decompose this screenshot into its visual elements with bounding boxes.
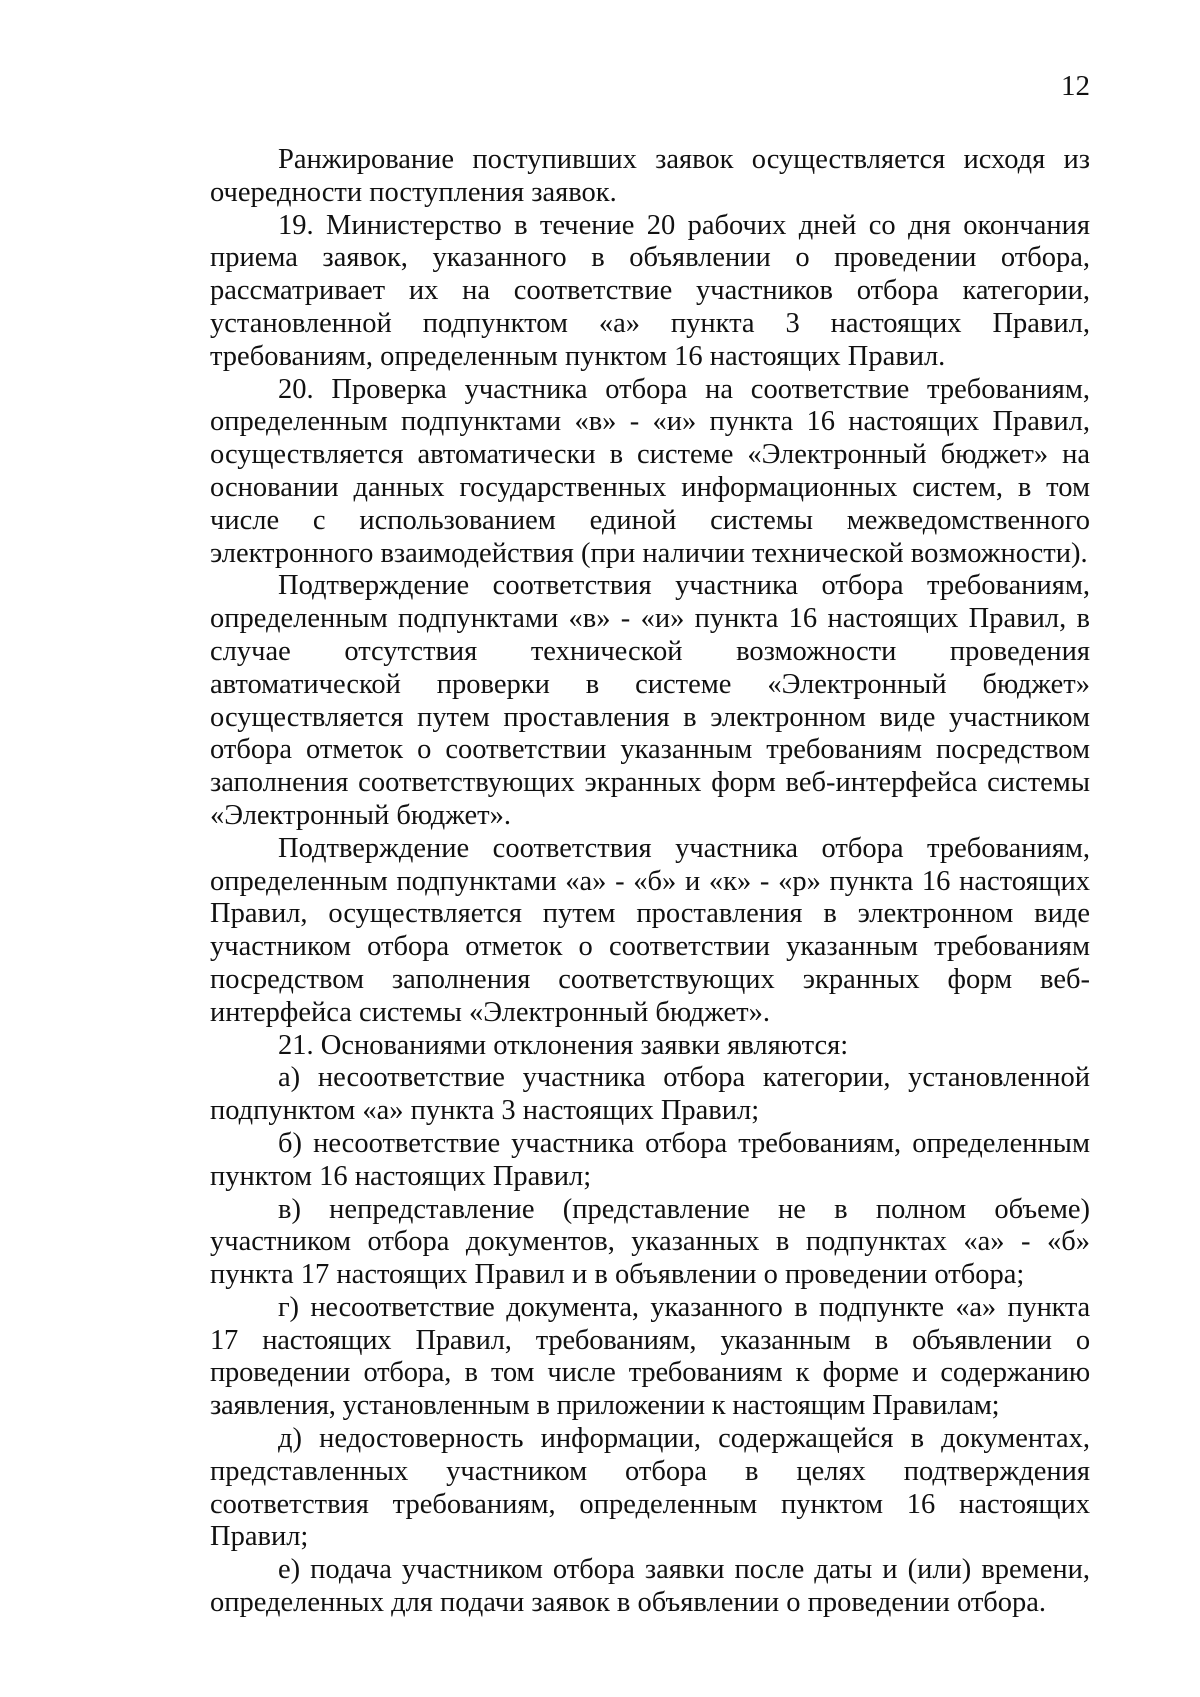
paragraph-ranking: Ранжирование поступивших заявок осуществляется исходя из очередности поступления заявок.	[210, 144, 1090, 208]
list-item-v: в) непредставление (представление не в полном объеме) участником отбора документов, указанных в подпунктах «а» - «б» пункта 17 настоящих Правил и в объявлении о проведении отбора;	[210, 1193, 1090, 1291]
list-item-a: а) несоответствие участника отбора категории, установленной подпунктом «а» пункта 3 настоящих Правил;	[210, 1062, 1090, 1127]
paragraph-confirmation-a-b-k-r: Подтверждение соответствия участника отбора требованиям, определенным подпунктами «а» - «б» и «к» - «р» пункта 16 настоящих Правил, осуществляется путем проставления в электронном виде участником отбора отметок о соответствии указанным требованиям посредством заполнения соответствующих экранных форм веб-интерфейса системы «Электронный бюджет».	[210, 832, 1090, 1028]
paragraph-20: 20. Проверка участника отбора на соответствие требованиям, определенным подпунктами «в» - «и» пункта 16 настоящих Правил, осуществляется автоматически в системе «Электронный бюджет» на основании данных государственных информационных систем, в том числе с использованием единой системы межведомственного электронного взаимодействия (при наличии технической возможности).	[210, 373, 1090, 569]
paragraph-confirmation-v-i: Подтверждение соответствия участника отбора требованиям, определенным подпунктами «в» - «и» пункта 16 настоящих Правил, в случае отсутствия технической возможности проведения автоматической проверки в системе «Электронный бюджет» осуществляется путем проставления в электронном виде участником отбора отметок о соответствии указанным требованиям посредством заполнения соответствующих экранных форм веб-интерфейса системы «Электронный бюджет».	[210, 570, 1090, 831]
list-item-d: д) недостоверность информации, содержащейся в документах, представленных участником отбора в целях подтверждения соответствия требованиям, определенным пунктом 16 настоящих Правил;	[210, 1423, 1090, 1553]
paragraph-19: 19. Министерство в течение 20 рабочих дней со дня окончания приема заявок, указанного в объявлении о проведении отбора, рассматривает их на соответствие участников отбора категории, установленной подпунктом «а» пункта 3 настоящих Правил, требованиям, определенным пунктом 16 настоящих Правил.	[210, 209, 1090, 372]
page-number: 12	[1061, 70, 1090, 102]
paragraph-21: 21. Основаниями отклонения заявки являются:	[278, 1029, 849, 1061]
document-body	[210, 144, 1090, 1620]
list-item-e: е) подача участником отбора заявки после даты и (или) времени, определенных для подачи заявок в объявлении о проведении отбора.	[210, 1554, 1090, 1619]
list-item-g: г) несоответствие документа, указанного в подпункте «а» пункта 17 настоящих Правил, требованиям, указанным в объявлении о проведении отбора, в том числе требованиям к форме и содержанию заявления, установленным в приложении к настоящим Правилам;	[210, 1291, 1090, 1422]
list-item-b: б) несоответствие участника отбора требованиям, определенным пунктом 16 настоящих Правил;	[210, 1127, 1090, 1192]
